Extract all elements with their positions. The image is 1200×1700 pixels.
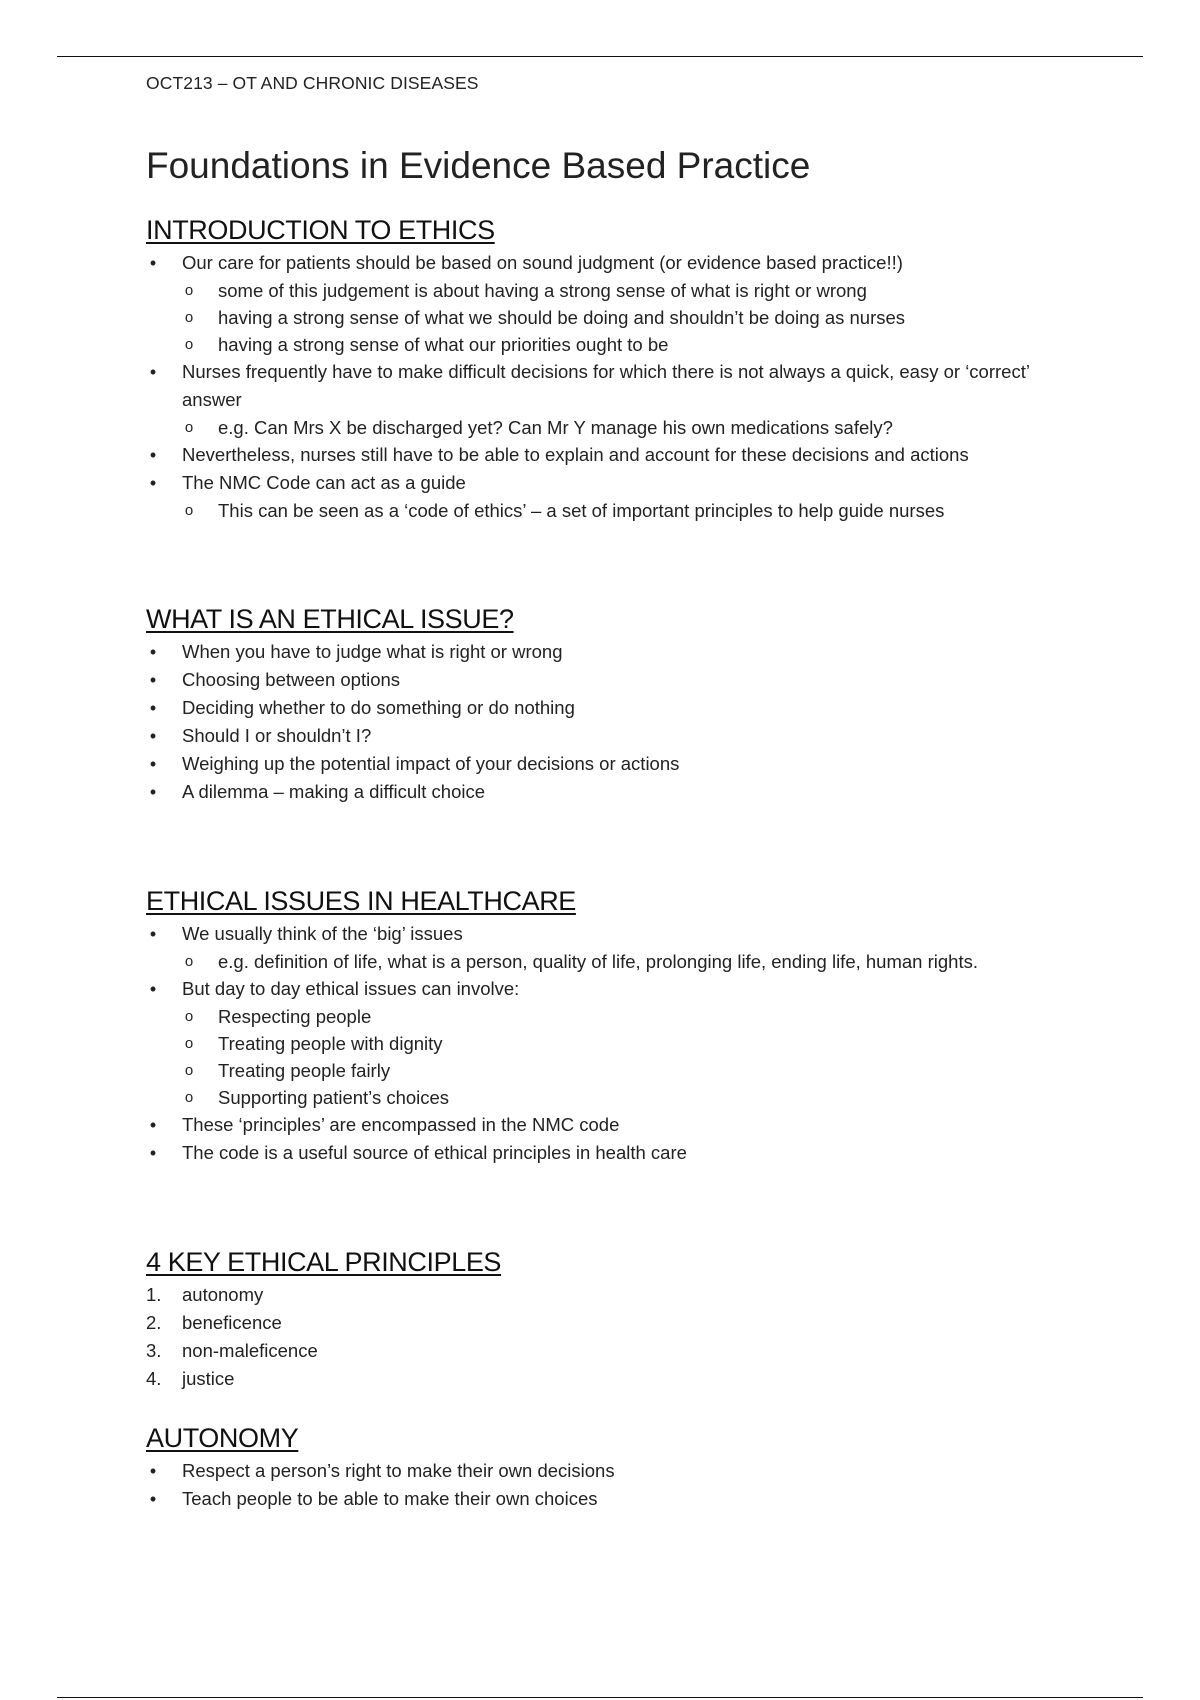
sub-list-item — [110, 948, 1066, 975]
list-item-text: non-maleficence — [182, 1340, 318, 1361]
bullet-icon: • — [149, 1489, 157, 1509]
hollow-bullet-icon: o — [184, 1062, 194, 1079]
section-ethical-issues-in-healthcare — [146, 882, 1066, 1167]
sub-list-item-text: having a strong sense of what we should be doing and shouldn’t be doing as nurses — [218, 307, 906, 328]
list-item-text: When you have to judge what is right or wrong — [182, 641, 563, 662]
section-what-is-an-ethical-issue — [146, 600, 1066, 806]
sub-list-item-text: Respecting people — [218, 1006, 372, 1027]
section-autonomy — [146, 1419, 1066, 1513]
hollow-bullet-icon: o — [184, 1008, 194, 1025]
bullet-icon: • — [149, 1115, 157, 1135]
section-heading: INTRODUCTION TO ETHICS — [146, 215, 495, 245]
hollow-bullet-icon: o — [184, 1089, 194, 1106]
sub-bullet-list — [182, 277, 1066, 358]
list-number: 1. — [146, 1284, 162, 1305]
list-item — [146, 1139, 1066, 1167]
sub-list-item-text: Treating people with dignity — [218, 1033, 443, 1054]
list-number: 4. — [146, 1368, 162, 1389]
section-heading: ETHICAL ISSUES IN HEALTHCARE — [146, 886, 576, 916]
sub-list-item-text: This can be seen as a ‘code of ethics’ – a set of important principles to help guide nurses — [218, 500, 945, 521]
bullet-icon: • — [149, 445, 157, 465]
top-rule — [57, 56, 1143, 57]
list-item-text: These ‘principles’ are encompassed in the NMC code — [182, 1114, 620, 1135]
list-item — [146, 1111, 1066, 1139]
list-item-text: Respect a person’s right to make their own decisions — [182, 1460, 615, 1481]
list-item — [146, 441, 1066, 469]
bullet-icon: • — [149, 754, 157, 774]
bottom-rule — [57, 1697, 1143, 1698]
list-item-text: Teach people to be able to make their own choices — [182, 1488, 598, 1509]
list-item — [146, 1457, 1066, 1485]
bullet-icon: • — [149, 670, 157, 690]
list-item-text: beneficence — [182, 1312, 282, 1333]
bullet-icon: • — [149, 924, 157, 944]
list-item — [146, 1485, 1066, 1513]
numbered-list-item — [146, 1309, 1066, 1337]
list-item — [146, 666, 1066, 694]
sub-list-item — [110, 1057, 1066, 1084]
list-item-text: The code is a useful source of ethical principles in health care — [182, 1142, 687, 1163]
sub-list-item-text: Treating people fairly — [218, 1060, 391, 1081]
bullet-list — [146, 249, 1066, 524]
section-heading: WHAT IS AN ETHICAL ISSUE? — [146, 604, 514, 634]
bullet-icon: • — [149, 642, 157, 662]
section-heading: AUTONOMY — [146, 1423, 299, 1453]
hollow-bullet-icon: o — [184, 309, 194, 326]
bullet-list — [146, 1457, 1066, 1513]
list-item-text: Deciding whether to do something or do nothing — [182, 697, 575, 718]
list-item-text: Should I or shouldn’t I? — [182, 725, 372, 746]
list-item-text: But day to day ethical issues can involve: — [182, 978, 520, 999]
sub-bullet-list — [182, 1003, 1066, 1111]
list-item — [146, 778, 1066, 806]
bullet-icon: • — [149, 1143, 157, 1163]
sub-list-item-text: e.g. definition of life, what is a person, quality of life, prolonging life, ending life, human rights. — [218, 951, 978, 972]
numbered-list-item — [146, 1337, 1066, 1365]
sub-list-item-text: e.g. Can Mrs X be discharged yet? Can Mr Y manage his own medications safely? — [218, 417, 893, 438]
section-introduction-to-ethics — [146, 211, 1066, 524]
sub-list-item — [110, 277, 1066, 304]
list-item — [146, 249, 1066, 358]
list-item — [146, 358, 1066, 441]
list-item — [146, 975, 1066, 1111]
list-item-text: A dilemma – making a difficult choice — [182, 781, 486, 802]
bullet-icon: • — [149, 473, 157, 493]
sub-list-item — [110, 497, 1066, 524]
hollow-bullet-icon: o — [184, 336, 194, 353]
sub-list-item-text: Supporting patient’s choices — [218, 1087, 450, 1108]
list-item — [146, 920, 1066, 975]
sub-bullet-list — [182, 948, 1066, 975]
list-item-text: Nevertheless, nurses still have to be able to explain and account for these decisions and actions — [182, 444, 969, 465]
sub-list-item — [110, 304, 1066, 331]
bullet-icon: • — [149, 362, 157, 382]
numbered-list-item — [146, 1365, 1066, 1393]
list-item-text: autonomy — [182, 1284, 264, 1305]
bullet-list — [146, 638, 1066, 806]
bullet-icon: • — [149, 698, 157, 718]
sub-list-item — [110, 1030, 1066, 1057]
list-item — [146, 638, 1066, 666]
hollow-bullet-icon: o — [184, 282, 194, 299]
numbered-list — [146, 1281, 1066, 1393]
section-heading: 4 KEY ETHICAL PRINCIPLES — [146, 1247, 502, 1277]
hollow-bullet-icon: o — [184, 419, 194, 436]
sub-list-item — [110, 414, 1066, 441]
sub-bullet-list — [182, 414, 1066, 441]
list-item — [146, 750, 1066, 778]
hollow-bullet-icon: o — [184, 953, 194, 970]
sub-list-item-text: having a strong sense of what our priorities ought to be — [218, 334, 669, 355]
list-item-text: The NMC Code can act as a guide — [182, 472, 466, 493]
course-header: OCT213 – OT AND CHRONIC DISEASES — [146, 73, 479, 93]
bullet-icon: • — [149, 253, 157, 273]
list-item — [146, 722, 1066, 750]
list-number: 3. — [146, 1340, 162, 1361]
bullet-icon: • — [149, 1461, 157, 1481]
list-item-text: Choosing between options — [182, 669, 401, 690]
document-body — [146, 68, 1066, 1513]
document-title: Foundations in Evidence Based Practice — [146, 145, 811, 186]
bullet-icon: • — [149, 726, 157, 746]
sub-bullet-list — [182, 497, 1066, 524]
hollow-bullet-icon: o — [184, 502, 194, 519]
hollow-bullet-icon: o — [184, 1035, 194, 1052]
list-item-text: justice — [182, 1368, 235, 1389]
bullet-icon: • — [149, 782, 157, 802]
list-item-text: Weighing up the potential impact of your decisions or actions — [182, 753, 680, 774]
list-item — [146, 469, 1066, 524]
list-item — [146, 694, 1066, 722]
sub-list-item — [110, 1003, 1066, 1030]
list-item-text: Our care for patients should be based on sound judgment (or evidence based practice!!) — [182, 252, 903, 273]
bullet-list — [146, 920, 1066, 1167]
numbered-list-item — [146, 1281, 1066, 1309]
sub-list-item — [110, 1084, 1066, 1111]
sub-list-item — [110, 331, 1066, 358]
bullet-icon: • — [149, 979, 157, 999]
section-4-key-ethical-principles — [146, 1243, 1066, 1393]
list-item-text: We usually think of the ‘big’ issues — [182, 923, 463, 944]
list-number: 2. — [146, 1312, 162, 1333]
sub-list-item-text: some of this judgement is about having a strong sense of what is right or wrong — [218, 280, 867, 301]
list-item-text: Nurses frequently have to make difficult decisions for which there is not always a quick, easy or ‘correct’ answer — [182, 361, 1030, 410]
